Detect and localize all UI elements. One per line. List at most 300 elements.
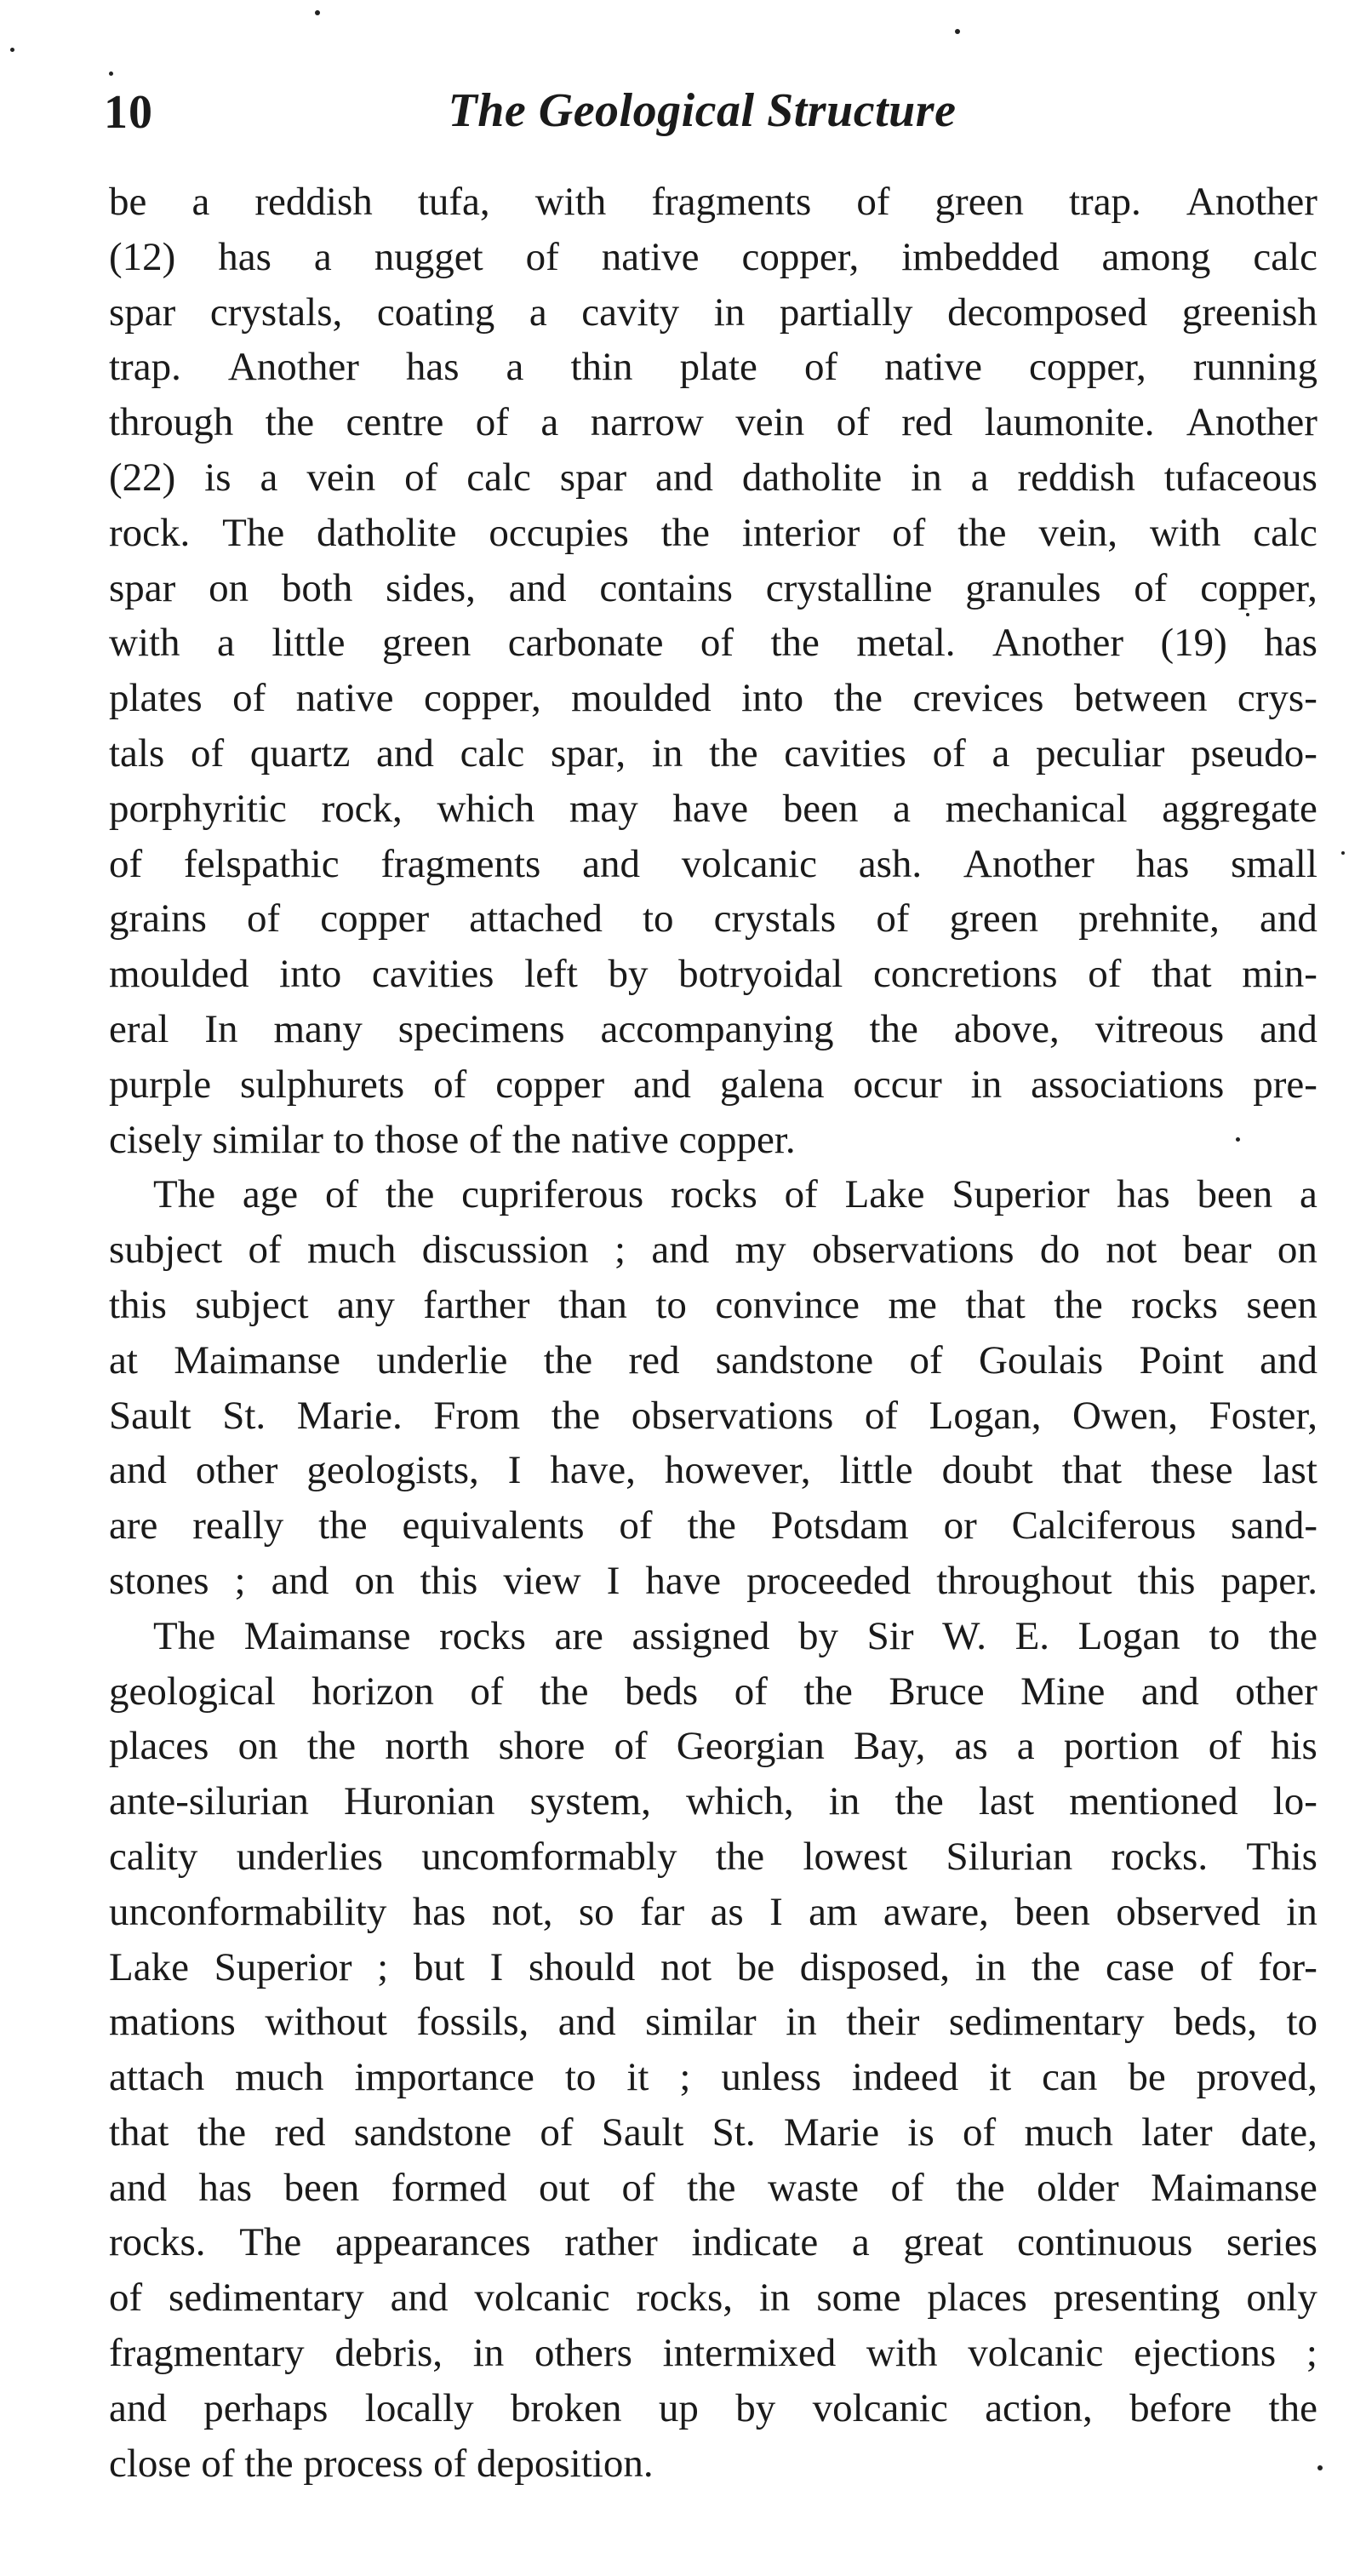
word: contains: [599, 565, 733, 610]
word: mentioned: [1069, 1779, 1238, 1824]
text-line: [109, 395, 1317, 450]
text-line: [109, 781, 1317, 837]
word: aggregate: [1162, 786, 1317, 831]
word: other: [195, 1448, 278, 1493]
word: the: [306, 1724, 357, 1769]
word: ;: [679, 2055, 691, 2100]
word: ;: [234, 1558, 246, 1603]
word: his: [1270, 1724, 1317, 1769]
word: not,: [491, 1889, 553, 1934]
word: copper,: [423, 676, 541, 721]
word: of: [892, 510, 926, 555]
word: series: [1226, 2220, 1317, 2265]
text-line: [109, 340, 1317, 395]
word: and: [1260, 896, 1317, 942]
word: sulphurets: [240, 1062, 405, 1107]
word: Logan: [1077, 1613, 1180, 1658]
word: intermixed: [662, 2331, 837, 2376]
word: of: [932, 730, 966, 776]
word: Logan,: [929, 1393, 1042, 1438]
word: and: [655, 455, 713, 500]
word: reddish: [1017, 455, 1135, 500]
word: of: [109, 2275, 143, 2321]
word: not: [660, 1944, 712, 1989]
word: I: [507, 1448, 522, 1493]
word: the: [687, 1503, 736, 1548]
word: be: [109, 180, 147, 224]
word: of: [1199, 1944, 1233, 1989]
word: the: [957, 510, 1007, 555]
word: in: [828, 1779, 860, 1824]
word: formed: [391, 2165, 507, 2210]
word: but: [413, 1944, 465, 1989]
word: in: [974, 1944, 1007, 1989]
text-line: [109, 230, 1317, 285]
word: of: [614, 1724, 648, 1769]
word: Goulais: [978, 1337, 1104, 1382]
text-line: [109, 1333, 1317, 1388]
text-line: [109, 947, 1317, 1002]
word: with: [109, 621, 180, 666]
word: between: [1073, 676, 1208, 721]
text-line: [109, 1388, 1317, 1444]
word: (22): [109, 455, 176, 500]
word: moulded: [571, 676, 712, 721]
word: interior: [741, 510, 860, 555]
word: in: [472, 2331, 505, 2376]
word: botryoidal: [678, 952, 843, 997]
word: other: [1235, 1669, 1317, 1714]
word: of: [803, 345, 838, 390]
word: volcanic: [474, 2275, 610, 2321]
word: vein,: [1038, 510, 1118, 555]
word: metal.: [856, 621, 956, 666]
word: to: [655, 1282, 687, 1327]
word: as: [710, 1889, 744, 1934]
word: cupriferous: [461, 1172, 644, 1217]
text-line: [109, 2215, 1317, 2270]
word: into: [279, 952, 342, 997]
word: observed: [1116, 1889, 1260, 1934]
word: later: [1141, 2109, 1213, 2155]
word: ejections: [1134, 2331, 1277, 2376]
word: of: [470, 1669, 504, 1714]
word: reddish: [254, 180, 373, 224]
running-head: The Geological Structure: [448, 84, 957, 137]
word: sandstone: [353, 2109, 512, 2155]
text-line: [109, 2270, 1317, 2326]
word: and: [582, 841, 640, 886]
word: plate: [679, 345, 757, 390]
word: last: [1261, 1448, 1317, 1493]
word: places: [927, 2275, 1027, 2321]
word: a: [191, 180, 210, 224]
text-line: [109, 2326, 1317, 2381]
word: ante-silurian: [109, 1779, 309, 1824]
word: which,: [685, 1779, 794, 1824]
word: above,: [953, 1006, 1060, 1051]
text-line: [109, 891, 1317, 947]
word: the: [197, 2109, 247, 2155]
word: attach: [109, 2055, 205, 2100]
word: plates: [109, 676, 203, 721]
word: native: [601, 234, 700, 279]
word: and: [271, 1558, 329, 1603]
word: to: [1286, 2000, 1317, 2045]
word: occupies: [489, 510, 629, 555]
word: trap.: [109, 345, 181, 390]
word: rocks: [670, 1172, 757, 1217]
word: moulded: [109, 952, 249, 997]
word: I: [606, 1558, 620, 1603]
word: Lake: [844, 1172, 925, 1217]
word: have: [645, 1558, 722, 1603]
scan-speck: [955, 29, 960, 34]
word: vein: [735, 400, 805, 445]
word: lo-: [1272, 1779, 1317, 1824]
word: it: [989, 2055, 1012, 2100]
word: Georgian: [676, 1724, 825, 1769]
word: red: [628, 1337, 680, 1382]
word: rocks: [439, 1613, 526, 1658]
word: small: [1231, 841, 1317, 886]
word: sedimentary: [169, 2275, 364, 2321]
text-line: [109, 1167, 1317, 1222]
word: carbonate: [507, 621, 664, 666]
word: vein: [306, 455, 376, 500]
word: crystals: [713, 896, 837, 942]
word: mechanical: [945, 786, 1128, 831]
text-line: [109, 1609, 1317, 1664]
word: similar: [645, 2000, 757, 2045]
word: throughout: [936, 1558, 1112, 1603]
word: fragments: [380, 841, 541, 886]
word: a: [992, 730, 1010, 776]
word: Another: [227, 345, 359, 390]
word: in: [758, 2275, 791, 2321]
word: been: [283, 2165, 360, 2210]
word: crystals,: [209, 289, 343, 335]
text-line: [109, 671, 1317, 726]
word: Bruce: [889, 1669, 985, 1714]
word: am: [809, 1889, 858, 1934]
word: a: [851, 2220, 870, 2265]
word: by: [798, 1613, 839, 1658]
word: the: [894, 1779, 944, 1824]
text-line: close of the process of deposition.: [109, 2441, 654, 2486]
word: rocks.: [109, 2220, 206, 2265]
word: has: [1264, 621, 1317, 666]
word: continuous: [1017, 2220, 1193, 2265]
word: been: [782, 786, 859, 831]
word: Maimanse: [174, 1337, 341, 1382]
word: both: [281, 565, 353, 610]
word: be: [1128, 2055, 1166, 2100]
word: much: [235, 2055, 324, 2100]
word: been: [1197, 1172, 1273, 1217]
word: and: [1260, 1006, 1317, 1051]
word: in: [651, 730, 683, 776]
word: of: [109, 841, 143, 886]
word: that: [1152, 952, 1212, 997]
word: stones: [109, 1558, 209, 1603]
word: the: [869, 1006, 918, 1051]
word: paper.: [1220, 1558, 1317, 1603]
word: The: [222, 510, 285, 555]
word: the: [687, 2165, 736, 2210]
scan-speck: [109, 72, 113, 76]
text-line: [109, 1774, 1317, 1829]
body-text: [109, 175, 1317, 2491]
word: in: [970, 1062, 1003, 1107]
word: vitreous: [1095, 1006, 1225, 1051]
word: of: [700, 621, 734, 666]
word: or: [943, 1503, 977, 1548]
word: it: [626, 2055, 649, 2100]
word: partially: [779, 289, 913, 335]
word: have: [672, 786, 749, 831]
word: indeed: [851, 2055, 959, 2100]
word: date,: [1240, 2109, 1317, 2155]
scan-speck: [1317, 2465, 1323, 2470]
word: datholite: [741, 455, 883, 500]
word: a: [217, 621, 235, 666]
word: calc: [466, 455, 531, 500]
word: (19): [1160, 621, 1227, 666]
word: of: [248, 1228, 282, 1273]
page-number: 10: [104, 86, 153, 139]
word: Mine: [1020, 1669, 1106, 1714]
word: fossils,: [416, 2000, 529, 2045]
word: narrow: [590, 400, 704, 445]
word: From: [433, 1393, 521, 1438]
word: and: [557, 2000, 616, 2045]
word: in: [911, 455, 942, 500]
word: and: [1260, 1337, 1317, 1382]
word: Marie: [783, 2109, 880, 2155]
word: I: [489, 1944, 504, 1989]
word: older: [1037, 2165, 1119, 2210]
word: at: [109, 1337, 138, 1382]
word: and: [508, 565, 567, 610]
word: assigned: [632, 1613, 770, 1658]
word: tufaceous: [1163, 455, 1317, 500]
word: a: [970, 455, 989, 500]
word: Superior: [952, 1172, 1090, 1217]
word: subject: [109, 1228, 223, 1273]
word: locally: [364, 2385, 474, 2430]
word: in: [713, 289, 746, 335]
word: these: [1151, 1448, 1233, 1493]
word: up: [658, 2385, 699, 2430]
word: with: [866, 2331, 938, 2376]
text-line: [109, 450, 1317, 506]
word: nugget: [374, 234, 483, 279]
word: calc: [1253, 510, 1317, 555]
word: on: [209, 565, 249, 610]
word: equivalents: [402, 1503, 585, 1548]
word: have,: [550, 1448, 636, 1493]
word: case: [1106, 1944, 1175, 1989]
word: has: [412, 1889, 466, 1934]
word: a: [506, 345, 524, 390]
word: (12): [109, 234, 176, 279]
word: purple: [109, 1062, 212, 1107]
word: this: [420, 1558, 478, 1603]
word: crystalline: [765, 565, 933, 610]
word: red: [274, 2109, 326, 2155]
word: Sault: [109, 1393, 191, 1438]
word: rocks.: [1111, 1834, 1209, 1879]
word: cavity: [581, 289, 680, 335]
word: to: [642, 896, 674, 942]
word: attached: [469, 896, 603, 942]
word: spar,: [550, 730, 626, 776]
word: copper,: [1200, 565, 1317, 610]
text-line: [109, 1554, 1317, 1609]
word: and: [633, 1062, 691, 1107]
word: of: [404, 455, 438, 500]
word: of: [232, 676, 266, 721]
word: decomposed: [947, 289, 1148, 335]
word: of: [247, 896, 281, 942]
text-line: cisely similar to those of the native copper.: [109, 1117, 796, 1162]
word: among: [1101, 234, 1211, 279]
text-line: [109, 1719, 1317, 1774]
word: fragmentary: [109, 2331, 305, 2376]
word: the: [709, 730, 758, 776]
word: disposed,: [799, 1944, 951, 1989]
word: the: [265, 400, 315, 445]
word: Point: [1139, 1337, 1224, 1382]
word: Another: [1186, 400, 1317, 445]
word: spar: [109, 565, 176, 610]
word: pseudo-: [1191, 730, 1317, 776]
word: of: [619, 1503, 653, 1548]
word: north: [385, 1724, 470, 1769]
word: sedimentary: [948, 2000, 1145, 2045]
scan-speck: [1246, 613, 1249, 616]
word: The: [239, 2220, 302, 2265]
word: red: [901, 400, 953, 445]
word: convince: [715, 1282, 860, 1327]
word: Maimanse: [1151, 2165, 1317, 2210]
word: ;: [1306, 2331, 1317, 2376]
word: native: [295, 676, 394, 721]
word: St.: [712, 2109, 756, 2155]
word: horizon: [311, 1669, 434, 1714]
word: Lake: [109, 1944, 189, 1989]
word: proved,: [1196, 2055, 1317, 2100]
word: with: [1149, 510, 1221, 555]
word: and: [376, 730, 434, 776]
word: In: [204, 1006, 238, 1051]
word: last: [978, 1779, 1035, 1824]
word: the: [1031, 1944, 1081, 1989]
text-line: [109, 615, 1317, 671]
word: the: [318, 1503, 368, 1548]
text-line: [109, 506, 1317, 561]
word: system,: [529, 1779, 651, 1824]
word: prehnite,: [1078, 896, 1220, 942]
word: quartz: [249, 730, 351, 776]
word: Superior: [214, 1944, 352, 1989]
word: of: [856, 180, 890, 224]
word: Bay,: [853, 1724, 926, 1769]
word: occur: [853, 1062, 942, 1107]
word: places: [109, 1724, 209, 1769]
text-line: [109, 2105, 1317, 2161]
word: rock,: [321, 786, 403, 831]
word: broken: [511, 2385, 622, 2430]
word: Another: [963, 841, 1095, 886]
word: the: [543, 1337, 593, 1382]
word: geological: [109, 1669, 276, 1714]
word: and: [109, 2165, 167, 2210]
word: the: [660, 510, 711, 555]
word: really: [192, 1503, 284, 1548]
text-line: [109, 1498, 1317, 1554]
word: of: [475, 400, 509, 445]
word: and: [1140, 1669, 1199, 1714]
word: many: [273, 1006, 363, 1051]
word: may: [569, 786, 638, 831]
word: only: [1246, 2275, 1317, 2321]
word: in: [786, 2000, 817, 2045]
word: sides,: [386, 565, 476, 610]
page-header: [94, 77, 1311, 153]
text-line: [109, 1057, 1317, 1113]
word: Maimanse: [243, 1613, 411, 1658]
word: has: [198, 2165, 253, 2210]
word: me: [888, 1282, 937, 1327]
word: appearances: [334, 2220, 531, 2265]
word: underlies: [236, 1834, 383, 1879]
word: lowest: [803, 1834, 908, 1879]
word: and: [651, 1228, 710, 1273]
word: and: [109, 2385, 167, 2430]
word: which: [437, 786, 535, 831]
word: with: [534, 180, 607, 224]
word: W.: [942, 1613, 986, 1658]
word: little: [839, 1448, 913, 1493]
text-line: [109, 1940, 1317, 1995]
word: centre: [346, 400, 444, 445]
word: to: [1209, 1613, 1240, 1658]
word: the: [956, 2165, 1005, 2210]
word: uncomformably: [421, 1834, 677, 1879]
word: Huronian: [344, 1779, 495, 1824]
word: much: [1024, 2109, 1113, 2155]
text-line: [109, 1002, 1317, 1057]
word: a: [540, 400, 559, 445]
word: thin: [570, 345, 633, 390]
word: bear: [1182, 1228, 1252, 1273]
word: Foster,: [1209, 1393, 1317, 1438]
text-line: [109, 1443, 1317, 1498]
word: beds: [625, 1669, 699, 1714]
word: age: [242, 1172, 299, 1217]
word: the: [833, 676, 883, 721]
word: rock.: [109, 510, 191, 555]
word: copper,: [1028, 345, 1146, 390]
word: of: [191, 730, 225, 776]
word: can: [1042, 2055, 1098, 2100]
word: so: [578, 1889, 614, 1934]
text-line: [109, 2381, 1317, 2436]
word: imbedded: [901, 234, 1060, 279]
word: their: [846, 2000, 920, 2045]
